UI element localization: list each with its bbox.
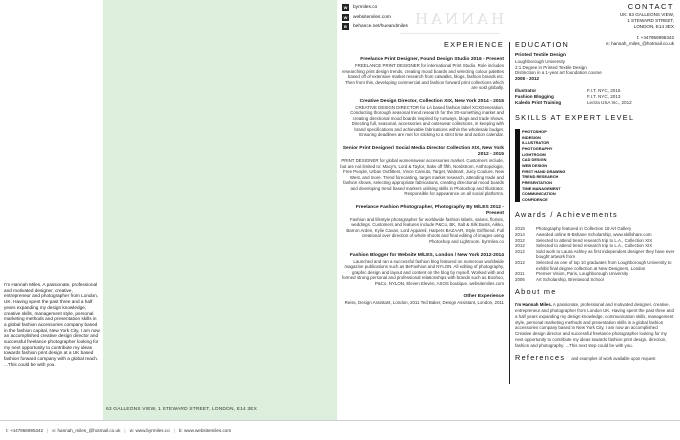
education-line: Loughborough University <box>515 59 566 64</box>
award-year: 2012 <box>515 243 525 249</box>
contact-address-line: LONDON, E14 3EX <box>633 24 674 29</box>
award-description: Selected as one of top 10 graduates from Loughborough University to exhibit final degree collection at New Designers, London <box>536 260 672 271</box>
experience-heading: EXPERIENCE <box>443 40 504 49</box>
skill-label: INDESIGN <box>522 134 541 140</box>
contact-email[interactable]: e: hannah_miles_@hotmail.co.uk <box>606 41 674 46</box>
education-line: Distinction in a 1-year art foundation course <box>515 70 602 76</box>
award-description: Awarded online B-Bshane Scholarship, www.skillshare.com <box>536 232 652 238</box>
award-description: Premier Vision, Paris, Loughborough University <box>536 271 629 277</box>
column-divider <box>509 42 510 384</box>
right-column <box>515 40 675 362</box>
skill-label: TREND RESEARCH <box>522 174 559 180</box>
skill-item <box>515 197 675 203</box>
award-year: 2012 <box>515 248 525 254</box>
social-links <box>342 3 408 32</box>
web-icon: W <box>343 5 348 11</box>
footer-separator: | <box>47 428 49 433</box>
job-entry <box>340 253 504 287</box>
education-line: 2:1 Degree in Printed Textile Design <box>515 64 587 70</box>
social-link-website[interactable] <box>342 3 408 13</box>
education-heading: EDUCATION <box>515 40 570 49</box>
contact-address-line: 1 STEWARD STREET, <box>627 18 674 23</box>
skill-label: PRESENTATION <box>522 180 552 186</box>
contact-heading: CONTACT <box>627 2 674 11</box>
program-name: Kaledo Print Training <box>515 99 562 105</box>
job-title: Freelance Print Designer, Found Design Studio 2016 - Present <box>360 57 504 62</box>
green-address: 63 GALLEONS VIEW, 1 STEWARD STREET, LONDON, E14 3EX <box>106 407 258 412</box>
footer-website[interactable]: w: www.byrmiles.co <box>129 428 170 433</box>
award-year: 2012 <box>515 237 525 243</box>
education-section <box>515 40 675 106</box>
about-text <box>515 302 675 348</box>
award-year: 2006 <box>515 276 525 282</box>
program-value: F.I.T. NYC, 2013 <box>587 93 621 99</box>
experience-section <box>340 40 504 314</box>
skill-label: WEB DESIGN <box>522 162 548 168</box>
awards-heading: Awards / Achievements <box>515 210 619 220</box>
skills-section <box>515 113 675 203</box>
logo-divider <box>400 33 500 34</box>
social-link-behance[interactable] <box>342 22 408 32</box>
footer-email[interactable]: e: hannah_miles_@hotmail.co.uk <box>52 428 121 433</box>
education-course: Printed Textile Design <box>515 53 566 58</box>
award-description: Selected to attend trend research trip to L.A., Collection XIX <box>536 243 653 249</box>
green-side-panel <box>103 0 337 420</box>
job-title: Other Experience <box>463 294 504 300</box>
award-description: Photography featured in Collection 18 Art Gallery <box>536 226 632 232</box>
contact-phone[interactable]: t: +447956995342 <box>636 35 674 40</box>
job-description: FREELANCE PRINT DESIGNER for international Print Studio. Role includes researching print design trends, creating mood boards and selecting colour palettes based off of extensive market research from catwalks, blogs, fashion brands etc. Then from this, developing commercial and fashion forward print collections which are sold globally. <box>341 63 504 91</box>
award-description: Selected to attend trend research trip to L.A., Collection XIX <box>536 237 653 243</box>
footer-bar <box>0 420 680 440</box>
education-years: 2008 - 2012 <box>515 76 540 82</box>
skill-label: PHOTOSHOP <box>522 128 547 134</box>
skill-label: PHOTOGRAPHY <box>522 145 553 151</box>
award-year: 2015 <box>515 226 525 232</box>
job-description: Launched and ran a successful fashion blog featured on numerous worldwide magazine publications such as BeFashion and NYLON. All editing of photography, graphic design and layout and content on the blog by myself. Worked with and formed strong personal and professional relationships with brands such as Boohoo, P&Co, NYLON, Eleven Eleven, ASOS boutique. websitemiles.com <box>341 258 504 286</box>
skill-label: LIGHTROOM <box>522 151 546 157</box>
job-title: Senior Print Designer/ Social Media Director Collection XIX, New York 2012 - 2015 <box>342 146 504 158</box>
about-body: A passionate, professional and motivated designer, creative, entrepreneur and photographer from London UK. Having spent the past three and a half years expanding my design knowledge, communication skills, management style, personal marketing methods and presentation skills in a global fashion accessories company based in New York City, I am now an accomplished Creative design director and successful freelance photographer looking for my next opportunity to contribute my ideas towards fashion print design, direction, fashion and photography. ...This next step could be with you. <box>515 302 674 348</box>
footer-blog[interactable]: b: www.websitemiles.com <box>178 428 232 433</box>
footer-phone[interactable]: t: +447956995342 <box>6 428 44 433</box>
job-entry <box>340 205 504 245</box>
award-description: Sold work to Laura Ashley as first independent designer they have ever bought artwork from <box>536 248 675 260</box>
job-description: CREATIVE DESIGN DIRECTOR for LA based fashion label XCXGeneration. Conducting thorough seasonal trend research for the 20-something market and creating directional mood boards inspired by runways, blogs and trade shows. Directing full, seasonal, accessories and outerwear collections, in keeping with brand specifications and achievable fabrications within the wholesale budget. Ensuring deadlines are met for sticking to a strict time and action calendar. <box>350 104 504 138</box>
job-entry <box>340 57 504 91</box>
job-entry <box>340 99 504 138</box>
social-link-label[interactable]: websitemiles.com <box>353 14 391 20</box>
job-title: Creative Design Director, Collection XIX, New York 2014 - 2015 <box>359 98 504 104</box>
program-row <box>515 100 675 106</box>
skill-label: COMMUNICATION <box>522 191 556 197</box>
skill-label: CAD DESIGN <box>522 157 547 163</box>
job-title: Freelance Fashion Photographer, Photography By M/LES 2012 - Present <box>355 204 504 216</box>
awards-section <box>515 210 675 282</box>
contact-address-line: UK: 63 GALLEONS VIEW, <box>619 12 674 17</box>
footer-separator: | <box>124 428 126 433</box>
skill-label: CONFIDENCE <box>522 197 548 203</box>
about-section <box>515 287 675 348</box>
references-section <box>515 353 675 362</box>
skill-bar <box>515 197 520 203</box>
award-row <box>515 249 675 260</box>
award-row <box>515 260 675 271</box>
job-entry <box>340 294 504 306</box>
about-heading: About me <box>515 287 557 297</box>
job-description: Fashion and lifestyle photographer for worldwide fashion labels, salons, florists, weddings. Customers and features include P&Co, BK, Salt & Silk Busts, Aikko, Barron Arden, Kylie Cavan, Lord Appareil, Harpers BAZAAR, Style Girlfriend. Full creational over direction of whole shoots and final editing of images using Photoshop and Lightroom. byrmiles.co <box>346 216 504 245</box>
award-year: 2012 <box>515 260 525 265</box>
behance-icon: B <box>342 23 349 30</box>
social-link-label[interactable]: behance.net/hueandmiles <box>353 24 408 30</box>
program-name: Fashion Blogging <box>515 93 554 99</box>
job-title: Fashion Blogger for Website M/LES, London / New York 2012-2014 <box>349 252 504 258</box>
skills-heading: SKILLS AT EXPERT LEVEL <box>515 112 635 122</box>
program-value: Lectra USA Inc., 2012 <box>587 99 632 105</box>
award-year: 2011 <box>515 271 525 277</box>
skill-label: TIME MANAGEMENT <box>522 185 561 191</box>
social-link-label[interactable]: byrmiles.co <box>353 5 378 11</box>
references-note: and examples of work available upon request <box>571 356 656 362</box>
program-value: F.I.T. NYC, 2015 <box>587 88 621 94</box>
award-year: 2014 <box>515 232 525 238</box>
program-name: Illustrator <box>515 88 537 94</box>
left-bio-text: I'm Hannah Miles. A passionate, professional and motivated designer, creative, entrepreneur and photographer from London, UK. Having spent the past three and a half years expanding my design knowledge, creative skills, management style, personal marketing methods and presentation skills in a global fashion accessories company based in the fashion capital, New York City, I am now an accomplished creative design director and successful freelance photographer looking for my next opportunity to contribute my ideas towards fashion print design at a UK based fashion forward company with a global reach. ...This could be with you. <box>4 282 100 367</box>
web-icon: W <box>343 14 348 20</box>
skill-label: ILLUSTRATOR <box>522 140 550 146</box>
award-description: Art Scholarship, Brentwood School <box>536 276 604 282</box>
job-entry <box>340 146 504 197</box>
footer-separator: | <box>173 428 175 433</box>
job-description: PRINT DESIGNER for global womenswear accessories market. Customers include, but are not limited to: Macy's, Lord & Taylor, Saks off fifth, Nordstrom, Anthropologie, Free People, Urban Outfitters, Vince Camuto, Target, Walmart, Juicy Couture, New West, and more. Trend forecasting, target market research, attending trade and fashion shows, selecting appropriate fabrications, creating directional mood boards and developing trend based markers utilising skills in Photoshop and Illustrator. Responsible for appearance on all social platforms. <box>340 158 504 197</box>
left-bio <box>4 282 100 368</box>
social-link-blog[interactable] <box>342 13 408 23</box>
references-heading: References <box>515 353 566 363</box>
skill-label: FIRST HAND DRAWING <box>522 168 566 174</box>
name-logo: HANNAH <box>412 10 505 28</box>
job-description: Reiss, Design Assistant, London, 2011 Ted Baker, Design Assistant, London, 2011 <box>344 300 504 306</box>
award-row <box>515 277 675 283</box>
about-name-intro: I'm Hannah Miles. <box>515 302 552 308</box>
